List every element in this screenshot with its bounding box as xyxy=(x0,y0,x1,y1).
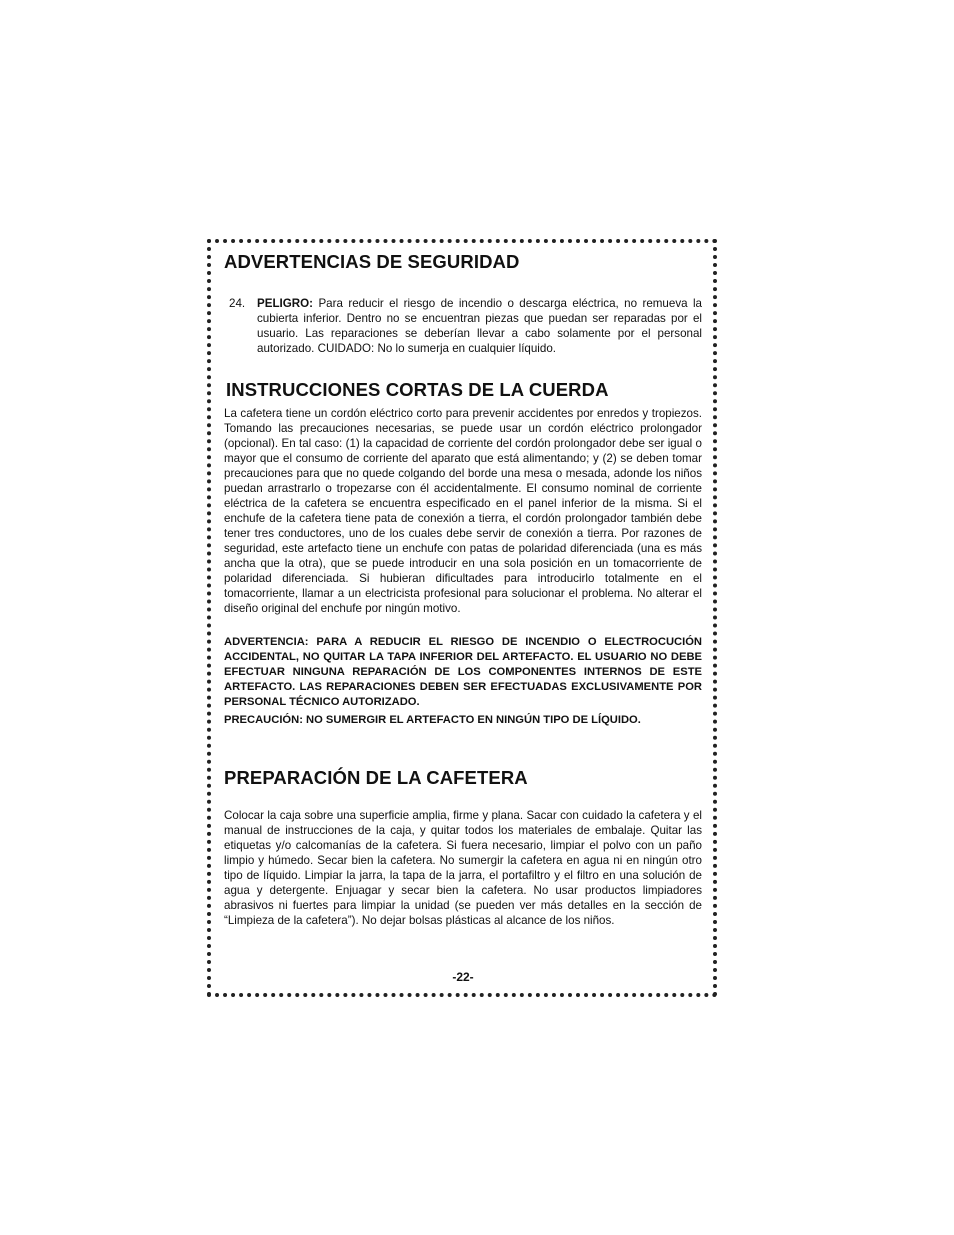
item-body xyxy=(257,296,702,356)
preparation-paragraph: Colocar la caja sobre una superficie amplia, firme y plana. Sacar con cuidado la cafetera y el manual de instrucciones de la caja, y quitar todos los materiales de embalaje. Quitar las etiquetas y/o calcomanías de la cafetera. Si fuera necesario, limpiar el polvo con un paño limpio y húmedo. Secar bien la cafetera. No sumergir la cafetera en agua ni en ningún otro tipo de líquido. Limpiar la jarra, la tapa de la jarra, el portafiltro y el filtro en una solución de agua y detergente. Enjuagar y secar bien la cafetera. No usar productos limpiadores abrasivos ni fuertes para limpiar la unidad (se pueden ver más detalles en la sección de “Limpieza de la cafetera”). No dejar bolsas plásticas al alcance de los niños. xyxy=(224,809,702,927)
section-title-short-cord: INSTRUCCIONES CORTAS DE LA CUERDA xyxy=(226,379,609,400)
item-label: PELIGRO: xyxy=(257,297,314,310)
warning-item-24 xyxy=(229,296,702,356)
page-number: -22- xyxy=(452,970,474,984)
section-title-preparation: PREPARACIÓN DE LA CAFETERA xyxy=(224,767,528,788)
warning-paragraph: ADVERTENCIA: PARA A REDUCIR EL RIESGO DE INCENDIO O ELECTROCUCIÓN ACCIDENTAL, NO QUITAR LA TAPA INFERIOR DEL ARTEFACTO. EL USUARIO NO DEBE EFECTUAR NINGUNA REPARACIÓN DE LOS COMPONENTES INTERNOS DE ESTE ARTEFACTO. LAS REPARACIONES DEBEN SER EFECTUADAS EXCLUSIVAMENTE POR PERSONAL TÉCNICO AUTORIZADO. xyxy=(224,636,702,708)
short-cord-paragraph: La cafetera tiene un cordón eléctrico corto para prevenir accidentes por enredos y tropiezos. Tomando las precauciones necesarias, se puede usar un cordón eléctrico prolongador (opcional). En tal caso: (1) la capacidad de corriente del cordón prolongador debe ser igual o mayor que el consumo de corriente del aparato que está alimentando; y (2) se deben tomar precauciones para que no quede colgando del borde una mesa o mesada, adonde los niños puedan arrastrarlo o tropezarse con él accidentalmente. El consumo nominal de corriente eléctrica de la cafetera se encuentra especificado en el panel inferior de la misma. Si el enchufe de la cafetera tiene pata de conexión a tierra, el cordón prolongador también debe tener tres conductores, uno de los cuales debe servir de conexión a tierra. Por razones de seguridad, este artefacto tiene un enchufe con patas de polaridad diferenciada (una es más ancha que la otra), que se puede introducir en una sola posición en un tomacorriente de polaridad diferenciada. Si hubieran dificultades para introducirlo totalmente en el tomacorriente, llamar a un electricista profesional para solucionar el problema. No alterar el diseño original del enchufe por ningún motivo. xyxy=(224,407,702,615)
caution-paragraph: PRECAUCIÓN: NO SUMERGIR EL ARTEFACTO EN NINGÚN TIPO DE LÍQUIDO. xyxy=(224,714,641,726)
section-title-safety-warnings: ADVERTENCIAS DE SEGURIDAD xyxy=(224,251,520,272)
item-text: Para reducir el riesgo de incendio o descarga eléctrica, no remueva la cubierta inferior. Dentro no se encuentran piezas que puedan ser reparadas por el usuario. Las reparaciones se deberían llevar a cabo solamente por el personal autorizado. CUIDADO: No lo sumerja en cualquier líquido. xyxy=(257,297,702,355)
item-number: 24. xyxy=(229,297,246,310)
